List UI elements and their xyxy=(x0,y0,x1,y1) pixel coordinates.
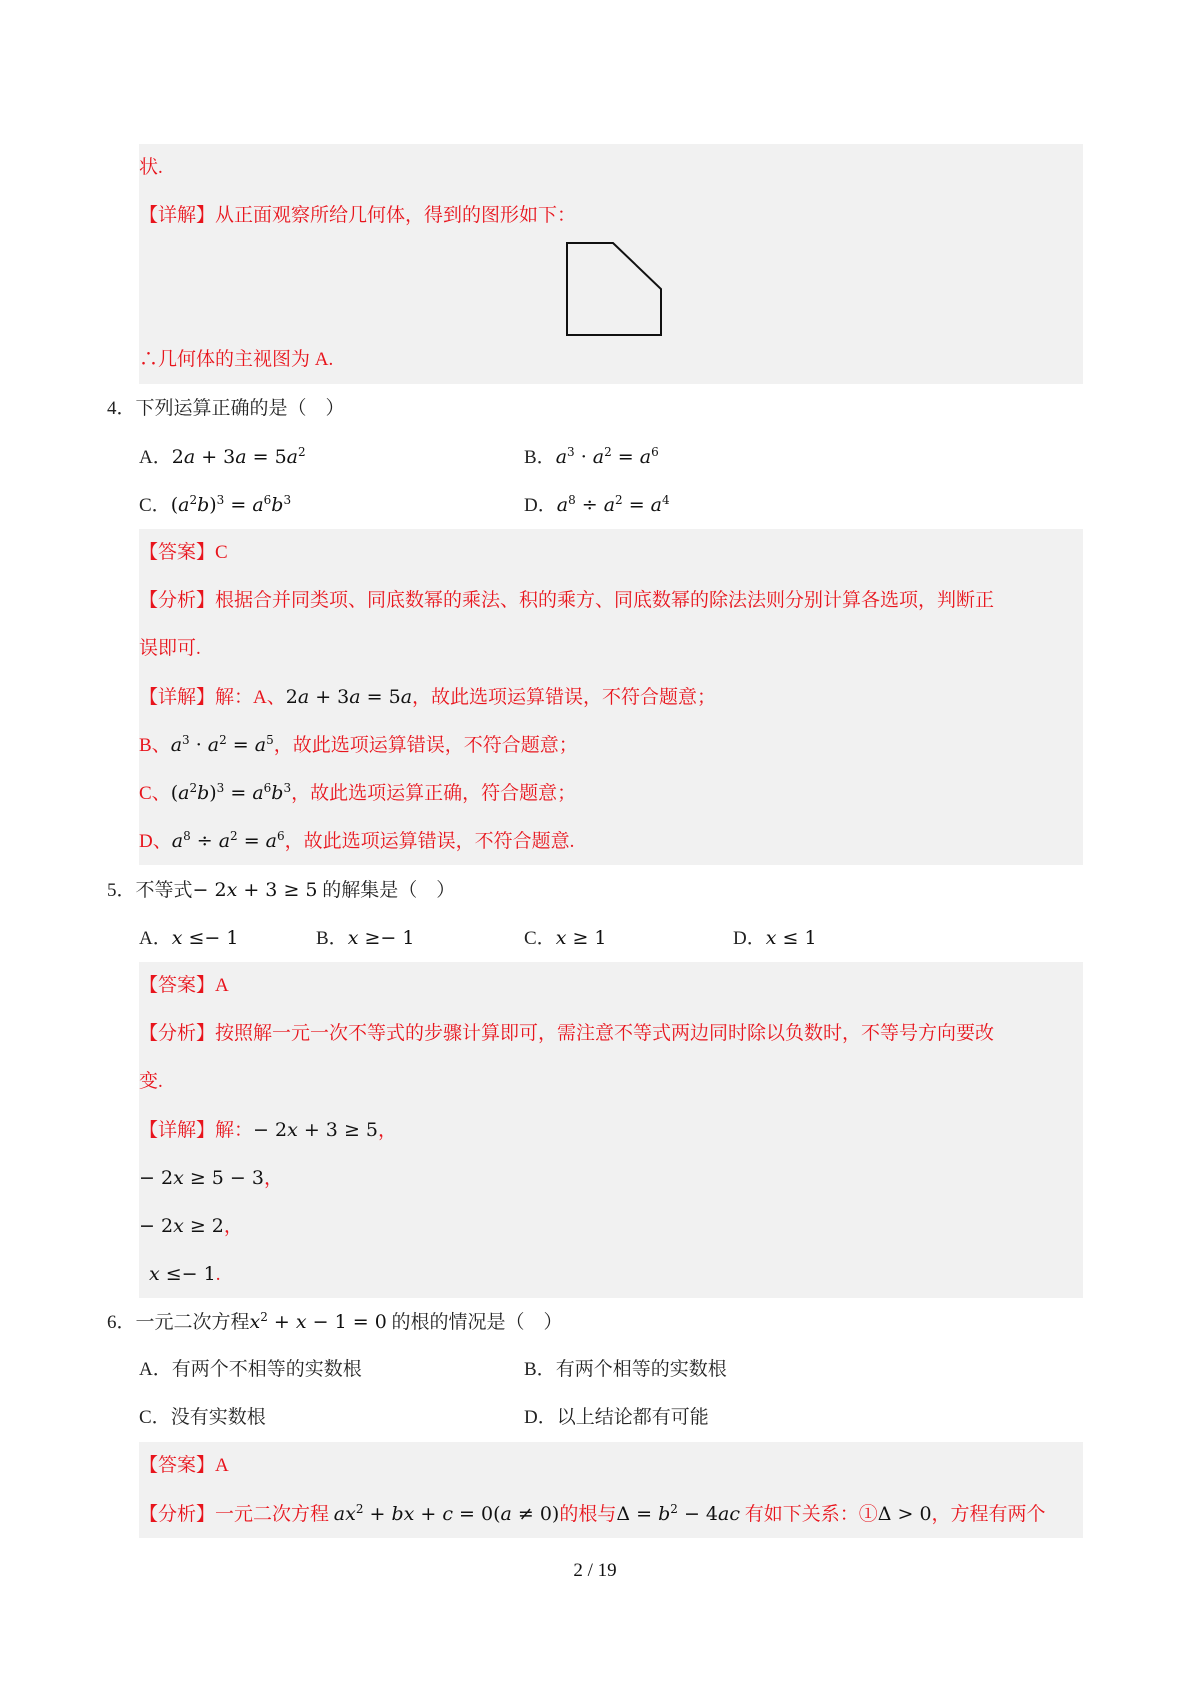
question-text: 下列运算正确的是（ ） xyxy=(135,398,345,419)
analysis-text: 一元二次方程 xyxy=(215,1504,334,1525)
answer-tag: 【答案】 xyxy=(139,542,216,563)
detail-comment: ，故此选项运算错误，不符合题意. xyxy=(284,831,575,852)
option-expr: x ≤ 1 xyxy=(765,927,817,949)
q3-analysis-tail: 状. xyxy=(139,157,163,178)
q4-option-d[interactable] xyxy=(524,481,670,529)
page-current: 2 xyxy=(573,1560,583,1581)
option-label: A． xyxy=(139,1359,172,1380)
q5-analysis-cont: 变. xyxy=(139,1071,163,1092)
detail-tag: 【详解】 xyxy=(139,1120,216,1141)
analysis-text: 根据合并同类项、同底数幂的乘法、积的乘方、同底数幂的除法法则分别计算各选项，判断正 xyxy=(215,590,995,611)
step-expr: x ≤− 1 xyxy=(149,1263,216,1285)
detail-comment: ，故此选项运算正确，符合题意； xyxy=(291,783,577,804)
option-expr: $a^8 \div a^2 = a^4$ xyxy=(556,493,670,516)
detail-comment: ，故此选项运算错误，不符合题意； xyxy=(412,687,717,708)
q5-option-b[interactable] xyxy=(316,914,414,962)
q6-solution-box xyxy=(139,1442,1083,1538)
option-label: A． xyxy=(139,928,172,949)
option-label: B． xyxy=(316,928,348,949)
step-end: ， xyxy=(378,1120,398,1141)
question-expr: $x^2 + x - 1 = 0$ xyxy=(249,1310,387,1333)
q4-solution-box xyxy=(139,529,1083,865)
detail-expr: $(a^2b)^3 = a^6b^3$ xyxy=(170,781,292,804)
step-end: ， xyxy=(223,1216,243,1237)
q4-option-b[interactable] xyxy=(524,433,659,481)
q4-stem xyxy=(107,385,345,433)
front-view-figure xyxy=(565,241,665,337)
step-expr: − 2x ≥ 5 − 3 xyxy=(139,1167,264,1189)
q4-detail-d xyxy=(139,817,574,865)
option-expr: $2a + 3a = 5a^2$ xyxy=(171,445,306,468)
answer-value: A xyxy=(215,975,229,996)
option-expr: x ≤− 1 xyxy=(171,927,239,949)
option-label: B． xyxy=(524,447,556,468)
option-label: B． xyxy=(524,1359,556,1380)
option-expr: $a^3 \cdot a^2 = a^6$ xyxy=(555,445,659,468)
q5-solution-box xyxy=(139,962,1083,1298)
question-text: 不等式 xyxy=(135,880,193,901)
q6-option-c[interactable] xyxy=(139,1394,266,1442)
option-label: D． xyxy=(524,1407,557,1428)
detail-prefix: 解：A、 xyxy=(215,687,286,708)
q5-detail-step4 xyxy=(149,1250,220,1298)
option-label: C． xyxy=(139,495,171,516)
q4-analysis xyxy=(139,577,994,625)
analysis-text: 按照解一元一次不等式的步骤计算即可，需注意不等式两边同时除以负数时，不等号方向要改 xyxy=(215,1023,995,1044)
page-separator: / xyxy=(587,1560,593,1581)
option-text: 有两个不相等的实数根 xyxy=(171,1359,362,1380)
analysis-tag: 【分析】 xyxy=(139,1023,216,1044)
q3-detail-line xyxy=(139,192,576,240)
analysis-expr-discriminant: $\Delta = b^2 - 4ac$ xyxy=(616,1502,740,1525)
q5-detail-step1 xyxy=(139,1106,397,1154)
step-expr: − 2x + 3 ≥ 5 xyxy=(253,1119,378,1141)
analysis-text: 的根与 xyxy=(559,1504,617,1525)
step-expr: − 2x ≥ 2 xyxy=(139,1215,224,1237)
question-number: 6． xyxy=(107,1312,136,1333)
question-text-suffix: 的根的情况是（ ） xyxy=(386,1312,563,1333)
analysis-tag: 【分析】 xyxy=(139,1504,216,1525)
analysis-text: ，方程有两个 xyxy=(931,1504,1046,1525)
detail-tag: 【详解】 xyxy=(139,687,216,708)
page-total: 19 xyxy=(597,1560,617,1581)
option-expr: x ≥ 1 xyxy=(555,927,607,949)
option-label: C． xyxy=(139,1407,171,1428)
analysis-text: 有如下关系：① xyxy=(739,1504,878,1525)
q5-stem xyxy=(107,866,455,914)
q5-answer xyxy=(139,962,229,1010)
option-text: 没有实数根 xyxy=(170,1407,266,1428)
q5-detail-step2 xyxy=(139,1154,283,1202)
analysis-tag: 【分析】 xyxy=(139,590,216,611)
q6-option-b[interactable] xyxy=(524,1346,727,1394)
q5-option-c[interactable] xyxy=(524,914,607,962)
detail-expr: $a^3 \cdot a^2 = a^5$ xyxy=(170,733,274,756)
question-text: 一元二次方程 xyxy=(135,1312,250,1333)
detail-expr: 2a + 3a = 5a xyxy=(285,686,413,708)
option-expr: x ≥− 1 xyxy=(347,927,415,949)
detail-prefix: B、 xyxy=(139,735,171,756)
q4-detail-a xyxy=(139,673,716,721)
q4-answer xyxy=(139,529,228,577)
detail-prefix: C、 xyxy=(139,783,171,804)
option-label: A． xyxy=(139,447,172,468)
page-number xyxy=(0,1560,1190,1582)
analysis-expr-equation: $ax^2$ + bx + c = 0(a ≠ 0) xyxy=(333,1502,560,1525)
detail-text: 从正面观察所给几何体，得到的图形如下： xyxy=(215,205,577,226)
question-number: 4． xyxy=(107,398,136,419)
q5-option-a[interactable] xyxy=(139,914,238,962)
option-label: D． xyxy=(733,928,766,949)
q5-detail-step3 xyxy=(139,1202,243,1250)
detail-prefix: D、 xyxy=(139,831,172,852)
q4-analysis-cont: 误即可. xyxy=(139,638,201,659)
analysis-expr-condition: Δ > 0 xyxy=(877,1503,932,1525)
answer-tag: 【答案】 xyxy=(139,975,216,996)
option-text: 以上结论都有可能 xyxy=(556,1407,709,1428)
q6-answer xyxy=(139,1442,229,1490)
q5-analysis xyxy=(139,1010,994,1058)
detail-expr: $a^8 \div a^2 = a^6$ xyxy=(171,829,285,852)
answer-tag: 【答案】 xyxy=(139,1455,216,1476)
q6-stem xyxy=(107,1298,563,1346)
q3-solution-box xyxy=(139,144,1083,384)
q6-option-a[interactable] xyxy=(139,1346,362,1394)
q5-option-d[interactable] xyxy=(733,914,817,962)
answer-value: A xyxy=(215,1455,229,1476)
question-expr: − 2x + 3 ≥ 5 xyxy=(192,879,318,901)
step-end: . xyxy=(215,1264,221,1285)
question-number: 5． xyxy=(107,880,136,901)
option-label: C． xyxy=(524,928,556,949)
q4-option-a[interactable] xyxy=(139,433,306,481)
option-text: 有两个相等的实数根 xyxy=(555,1359,727,1380)
option-label: D． xyxy=(524,495,557,516)
answer-value: C xyxy=(215,542,228,563)
q4-detail-c xyxy=(139,769,576,817)
option-expr: $(a^2b)^3 = a^6b^3$ xyxy=(170,493,292,516)
q6-analysis xyxy=(139,1490,1046,1538)
step-end: ， xyxy=(263,1168,283,1189)
detail-tag: 【详解】 xyxy=(139,205,216,226)
question-text-suffix: 的解集是（ ） xyxy=(317,880,456,901)
q4-option-c[interactable] xyxy=(139,481,291,529)
detail-comment: ，故此选项运算错误，不符合题意； xyxy=(273,735,578,756)
detail-prefix: 解： xyxy=(215,1120,254,1141)
q4-detail-b xyxy=(139,721,578,769)
q3-conclusion: ∴几何体的主视图为 A. xyxy=(139,349,334,370)
q6-option-d[interactable] xyxy=(524,1394,709,1442)
